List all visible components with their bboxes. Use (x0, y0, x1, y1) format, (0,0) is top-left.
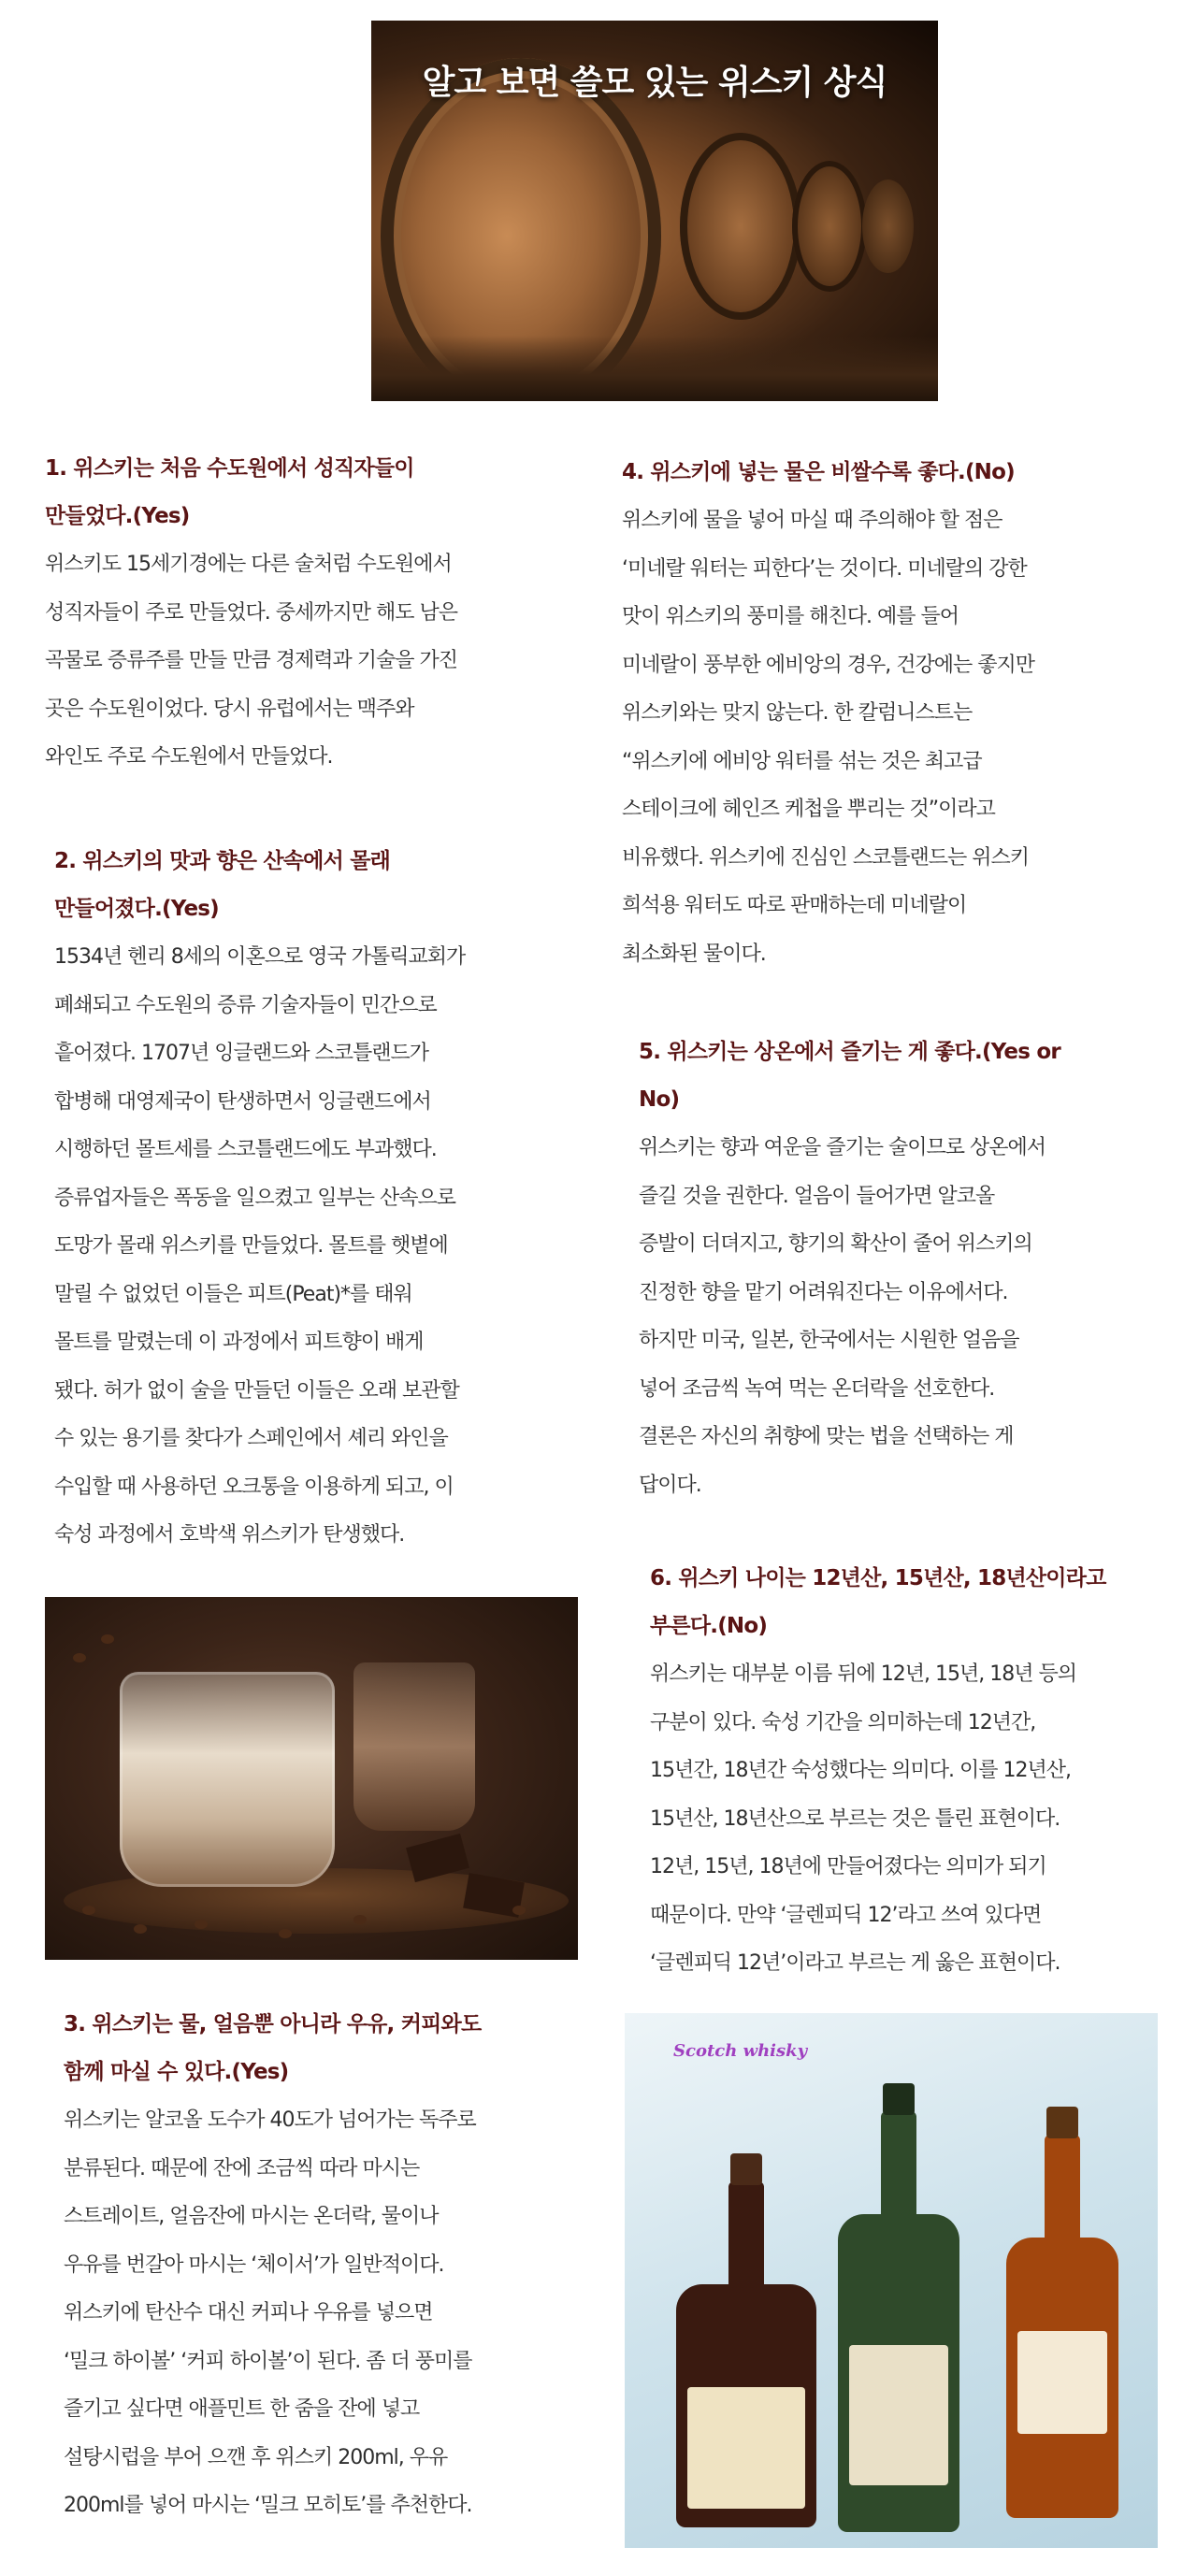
body-line: 15년간, 18년간 숙성했다는 의미다. 이를 12년산, (650, 1759, 1071, 1782)
barrel-image (680, 133, 801, 320)
heading-line: 3. 위스키는 물, 얼음뿐 아니라 우유, 커피와도 (64, 2012, 482, 2036)
bottle-neck (881, 2111, 916, 2223)
body-line: 흩어졌다. 1707년 잉글랜드와 스코틀랜드가 (54, 1042, 428, 1065)
body-line: 시행하던 몰트세를 스코틀랜드에도 부과했다. (54, 1138, 437, 1161)
body-line: 수입할 때 사용하던 오크통을 이용하게 되고, 이 (54, 1475, 454, 1499)
heading-line: 2. 위스키의 맛과 향은 산속에서 몰래 (54, 849, 391, 873)
body-line: 몰트를 말렸는데 이 과정에서 피트향이 배게 (54, 1331, 424, 1354)
coffee-bean (279, 1929, 292, 1938)
body-line: 12년, 15년, 18년에 만들어졌다는 의미가 되기 (650, 1855, 1046, 1878)
body-line: “위스키에 에비앙 워터를 섞는 것은 최고급 (622, 749, 982, 773)
body-line: 스트레이트, 얼음잔에 마시는 온더락, 물이나 (64, 2205, 439, 2228)
scotch-bottles-photo (625, 2013, 1158, 2548)
body-line: 위스키도 15세기경에는 다른 술처럼 수도원에서 (45, 553, 452, 576)
section-3 (64, 2001, 597, 2530)
glass-image (120, 1672, 335, 1887)
body-line: 합병해 대영제국이 탄생하면서 잉글랜드에서 (54, 1089, 431, 1114)
photo-caption: Scotch whisky (673, 2041, 808, 2061)
bottle-cap (1046, 2107, 1078, 2138)
body-line: 200ml를 넣어 마시는 ‘밀크 모히토’를 추천한다. (64, 2494, 472, 2517)
section-body (639, 1124, 1172, 1509)
coffee-bean (101, 1634, 114, 1644)
section-heading (650, 1555, 1183, 1650)
body-line: ‘미네랄 워터는 피한다’는 것이다. 미네랄의 강한 (622, 556, 1027, 581)
hero-image (371, 21, 938, 401)
milk-whisky-photo (45, 1597, 578, 1960)
barrel-image (862, 180, 914, 273)
heading-line: 6. 위스키 나이는 12년산, 15년산, 18년산이라고 (650, 1566, 1106, 1590)
body-line: 미네랄이 풍부한 에비앙의 경우, 건강에는 좋지만 (622, 653, 1035, 677)
section-heading (64, 2001, 597, 2096)
body-line: 성직자들이 주로 만들었다. 중세까지만 해도 남은 (45, 600, 458, 625)
coffee-bean (82, 1906, 95, 1915)
body-line: 말릴 수 없었던 이들은 피트(Peat)*를 태워 (54, 1282, 412, 1306)
heading-line: No) (639, 1087, 680, 1112)
section-body (622, 496, 1164, 978)
body-line: 즐길 것을 권한다. 얼음이 들어가면 알코올 (639, 1184, 995, 1208)
body-line: 곳은 수도원이었다. 당시 유럽에서는 맥주와 (45, 697, 414, 721)
body-line: 구분이 있다. 숙성 기간을 의미하는데 12년간, (650, 1710, 1036, 1734)
body-line: 1534년 헨리 8세의 이혼으로 영국 가톨릭교회가 (54, 945, 466, 969)
bottle-cap (883, 2083, 915, 2115)
body-line: 위스키에 탄산수 대신 커피나 우유를 넣으면 (64, 2301, 433, 2324)
body-line: 우유를 번갈아 마시는 ‘체이서’가 일반적이다. (64, 2252, 444, 2277)
coffee-bean (512, 1906, 526, 1915)
heading-line: 만들었다.(Yes) (45, 504, 190, 528)
bottle-image (1006, 2238, 1118, 2518)
body-line: 희석용 워터도 따로 판매하는데 미네랄이 (622, 894, 967, 917)
heading-line: 1. 위스키는 처음 수도원에서 성직자들이 (45, 456, 414, 481)
bottle-image (838, 2214, 959, 2532)
heading-line: 만들어졌다.(Yes) (54, 897, 219, 921)
page-title: 알고 보면 쓸모 있는 위스키 상식 (422, 64, 887, 102)
body-line: 폐쇄되고 수도원의 증류 기술자들이 민간으로 (54, 993, 437, 1017)
body-line: 즐기고 싶다면 애플민트 한 줌을 잔에 넣고 (64, 2397, 420, 2421)
body-line: 도망가 몰래 위스키를 만들었다. 몰트를 햇볕에 (54, 1234, 448, 1258)
body-line: 위스키는 대부분 이름 뒤에 12년, 15년, 18년 등의 (650, 1662, 1076, 1686)
heading-line: 부른다.(No) (650, 1614, 768, 1638)
section-heading (54, 838, 578, 933)
body-line: 증류업자들은 폭동을 일으켰고 일부는 산속으로 (54, 1186, 456, 1210)
coffee-bean (353, 1915, 367, 1924)
bottle-cap (730, 2153, 762, 2185)
section-6 (650, 1555, 1183, 1988)
coffee-bean (73, 1653, 86, 1662)
body-line: 분류된다. 때문에 잔에 조금씩 따라 마시는 (64, 2156, 420, 2180)
body-line: 위스키는 알코올 도수가 40도가 넘어가는 독주로 (64, 2108, 476, 2132)
body-line: 때문이다. 만약 ‘글렌피딕 12’라고 쓰여 있다면 (650, 1903, 1042, 1927)
body-line: 15년산, 18년산으로 부르는 것은 틀린 표현이다. (650, 1806, 1060, 1831)
bottle-label (687, 2387, 805, 2509)
bottle-label (849, 2345, 948, 2485)
glass-image (353, 1662, 475, 1831)
section-heading (622, 449, 1164, 496)
section-2 (54, 838, 578, 1560)
section-body (650, 1650, 1183, 1988)
barrel-image (792, 161, 867, 292)
section-4 (622, 449, 1164, 978)
body-line: 맛이 위스키의 풍미를 해친다. 예를 들어 (622, 605, 959, 628)
bottle-neck (1045, 2135, 1080, 2247)
heading-line: 4. 위스키에 넣는 물은 비쌀수록 좋다.(No) (622, 460, 1015, 484)
coffee-bean (195, 1920, 208, 1929)
section-heading (45, 445, 569, 540)
body-line: 곡물로 증류주를 만들 만큼 경제력과 기술을 가진 (45, 649, 458, 672)
coffee-bean (134, 1924, 147, 1934)
section-body (64, 2096, 597, 2530)
body-line: 답이다. (639, 1473, 701, 1497)
body-line: 위스키와는 맞지 않는다. 한 칼럼니스트는 (622, 701, 973, 725)
body-line: 증발이 더뎌지고, 향기의 확산이 줄어 위스키의 (639, 1232, 1032, 1256)
body-line: 비유했다. 위스키에 진심인 스코틀랜드는 위스키 (622, 845, 1030, 870)
body-line: 와인도 주로 수도원에서 만들었다. (45, 745, 333, 769)
bottle-label (1017, 2331, 1107, 2434)
heading-line: 5. 위스키는 상온에서 즐기는 게 좋다.(Yes or (639, 1040, 1060, 1064)
body-line: 진정한 향을 맡기 어려워진다는 이유에서다. (639, 1280, 1008, 1304)
section-body (54, 933, 578, 1560)
body-line: 최소화된 물이다. (622, 942, 766, 966)
cellar-floor (371, 336, 938, 401)
body-line: 됐다. 허가 없이 술을 만들던 이들은 오래 보관할 (54, 1378, 459, 1403)
body-line: 하지만 미국, 일본, 한국에서는 시원한 얼음을 (639, 1329, 1019, 1352)
body-line: 수 있는 용기를 찾다가 스페인에서 셰리 와인을 (54, 1427, 448, 1450)
bottle-image (676, 2284, 816, 2527)
body-line: ‘밀크 하이볼’ ‘커피 하이볼’이 된다. 좀 더 풍미를 (64, 2349, 472, 2373)
body-line: 위스키는 향과 여운을 즐기는 술이므로 상온에서 (639, 1136, 1046, 1159)
body-line: 설탕시럽을 부어 으깬 후 위스키 200ml, 우유 (64, 2445, 448, 2469)
body-line: 스테이크에 헤인즈 케첩을 뿌리는 것”이라고 (622, 798, 995, 821)
section-5 (639, 1029, 1172, 1509)
heading-line: 함께 마실 수 있다.(Yes) (64, 2060, 289, 2084)
section-heading (639, 1029, 1172, 1124)
body-line: 숙성 과정에서 호박색 위스키가 탄생했다. (54, 1523, 405, 1547)
body-line: 결론은 자신의 취향에 맞는 법을 선택하는 게 (639, 1425, 1014, 1448)
section-body (45, 540, 569, 782)
body-line: ‘글렌피딕 12년’이라고 부르는 게 옳은 표현이다. (650, 1951, 1060, 1975)
section-1 (45, 445, 569, 782)
body-line: 위스키에 물을 넣어 마실 때 주의해야 할 점은 (622, 509, 1002, 532)
bottle-neck (728, 2181, 764, 2294)
body-line: 넣어 조금씩 녹여 먹는 온더락을 선호한다. (639, 1376, 995, 1401)
